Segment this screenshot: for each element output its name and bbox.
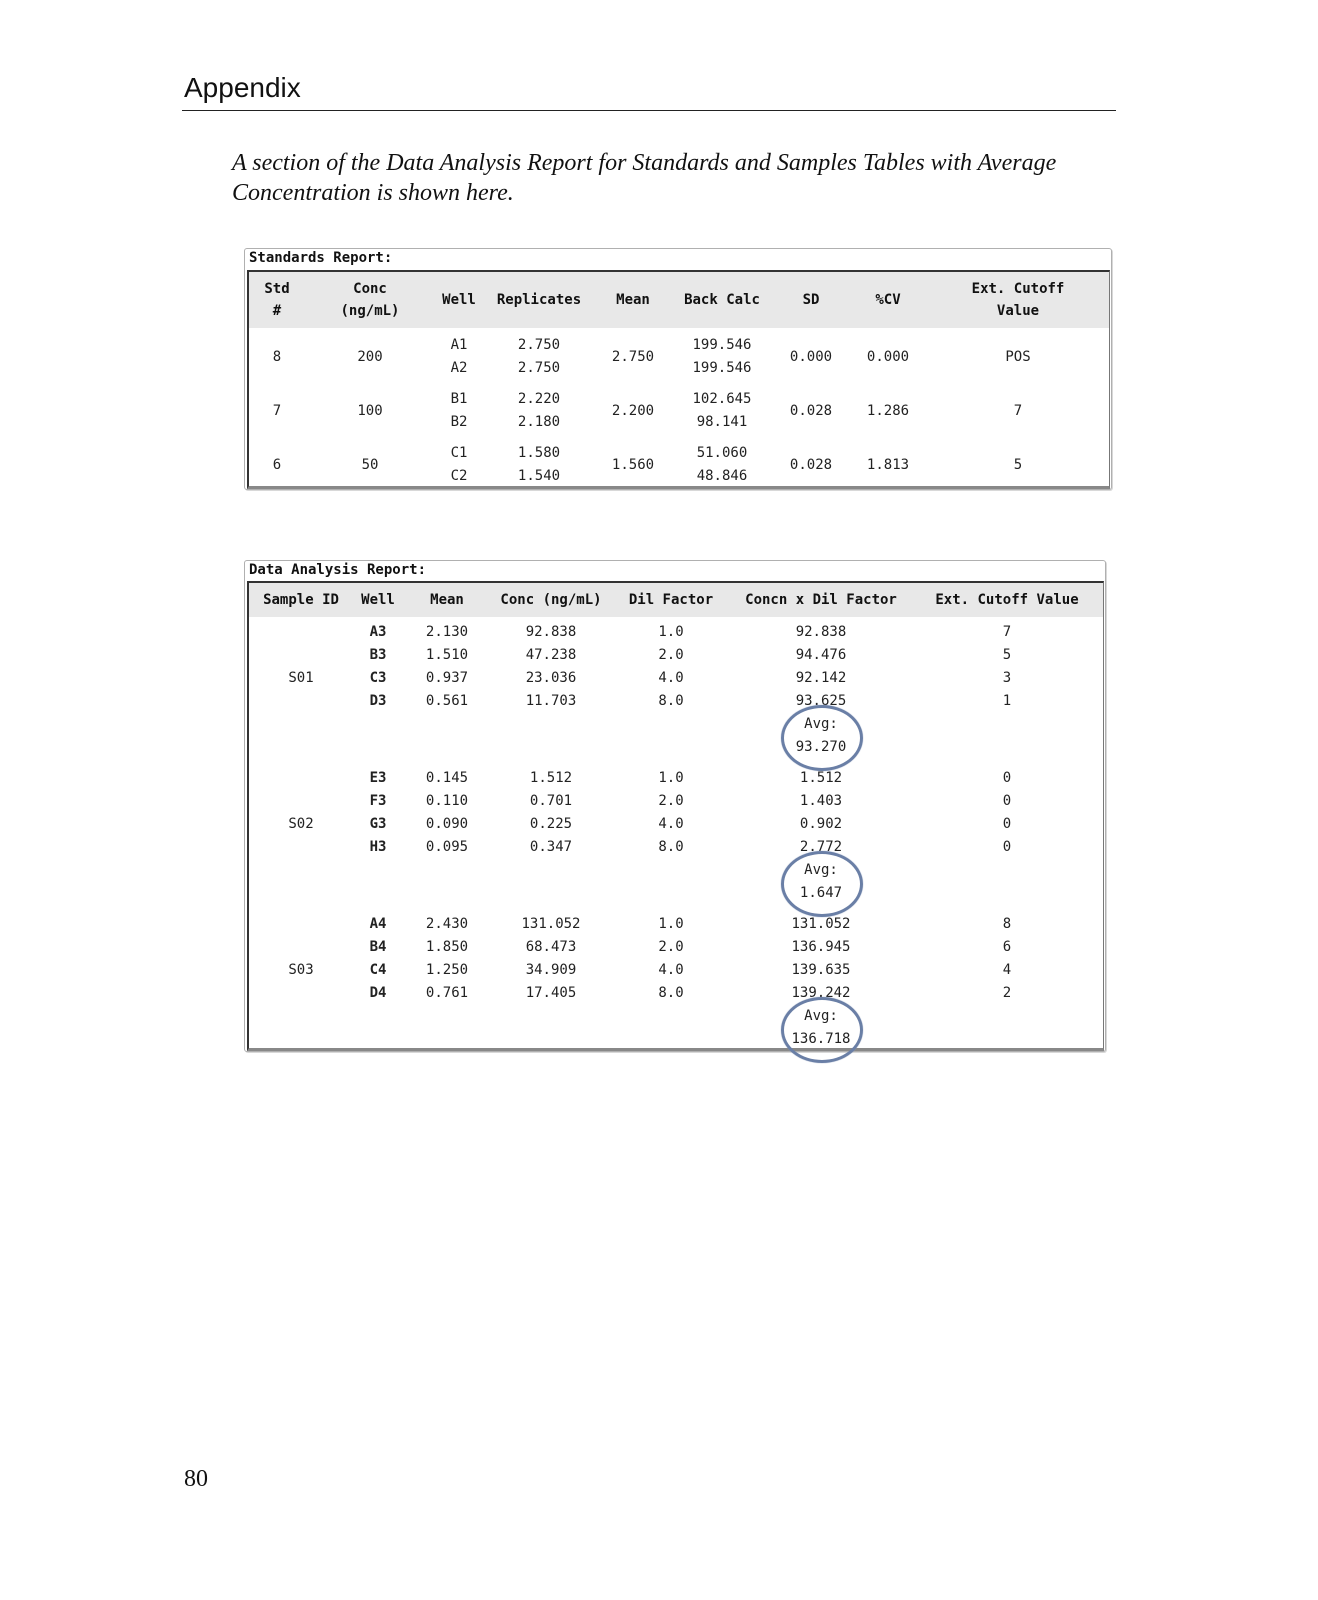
sample-well: D4 <box>369 985 387 1001</box>
sample-mean: 2.430 <box>425 916 469 932</box>
standards-report-panel <box>244 248 1112 490</box>
std-number: 8 <box>272 348 282 365</box>
col-header-std: Std # <box>249 272 305 328</box>
sample-dil: 1.0 <box>658 624 684 640</box>
std-number: 7 <box>272 402 282 419</box>
sample-id: S02 <box>288 816 314 832</box>
std-well: C2 <box>450 468 468 484</box>
sample-conc: 47.238 <box>525 647 577 663</box>
sample-dil: 8.0 <box>658 839 684 855</box>
sample-dil: 8.0 <box>658 985 684 1001</box>
std-sd: 0.028 <box>789 456 833 473</box>
table-row <box>249 388 1109 411</box>
standards-report-frame <box>247 270 1110 489</box>
sample-dil: 1.0 <box>658 770 684 786</box>
sample-cutoff: 7 <box>1002 624 1012 640</box>
avg-label: Avg: <box>804 862 838 878</box>
sample-concn-dil: 2.772 <box>799 839 843 855</box>
sample-concn-dil: 92.838 <box>795 624 847 640</box>
sample-concn-dil: 94.476 <box>795 647 847 663</box>
table-row <box>249 959 1103 982</box>
sample-cutoff: 2 <box>1002 985 1012 1001</box>
sample-well: E3 <box>369 770 387 786</box>
sample-cutoff: 4 <box>1002 962 1012 978</box>
col-header-sd: SD <box>773 272 849 328</box>
sample-conc: 0.225 <box>529 816 573 832</box>
sample-conc: 0.701 <box>529 793 573 809</box>
col-header-conc: Conc (ng/mL) <box>491 583 611 617</box>
sample-well: H3 <box>369 839 387 855</box>
std-replicate: 2.180 <box>517 414 561 430</box>
std-cv: 1.286 <box>866 402 910 419</box>
std-conc: 200 <box>357 348 383 365</box>
std-back-calc: 98.141 <box>696 414 748 430</box>
col-header-concn-dil: Concn x Dil Factor <box>731 583 911 617</box>
sample-dil: 8.0 <box>658 693 684 709</box>
sample-cutoff: 1 <box>1002 693 1012 709</box>
table-row <box>249 836 1103 859</box>
sample-dil: 2.0 <box>658 793 684 809</box>
table-row <box>249 621 1103 644</box>
sample-mean: 0.937 <box>425 670 469 686</box>
page-header-title: Appendix <box>184 72 301 103</box>
sample-well: C4 <box>369 962 387 978</box>
avg-row <box>249 859 1103 882</box>
col-header-cutoff: Ext. Cutoff Value <box>927 272 1109 328</box>
sample-dil: 4.0 <box>658 670 684 686</box>
sample-dil: 1.0 <box>658 916 684 932</box>
std-replicate: 1.540 <box>517 468 561 484</box>
col-header-mean: Mean <box>403 583 491 617</box>
sample-mean: 0.145 <box>425 770 469 786</box>
sample-cutoff: 0 <box>1002 770 1012 786</box>
sample-cutoff: 0 <box>1002 816 1012 832</box>
avg-label: Avg: <box>804 1008 838 1024</box>
avg-cell <box>731 1005 911 1051</box>
sample-well: A3 <box>369 624 387 640</box>
std-cutoff: POS <box>1005 348 1031 365</box>
standards-header-row <box>249 272 1109 328</box>
std-sd: 0.028 <box>789 402 833 419</box>
sample-conc: 92.838 <box>525 624 577 640</box>
std-cutoff: 5 <box>1013 456 1023 473</box>
sample-mean: 1.250 <box>425 962 469 978</box>
sample-id: S01 <box>288 670 314 686</box>
sample-mean: 0.561 <box>425 693 469 709</box>
sample-conc: 17.405 <box>525 985 577 1001</box>
data-analysis-report-frame <box>247 581 1104 1051</box>
std-cutoff: 7 <box>1013 402 1023 419</box>
std-replicate: 2.220 <box>517 391 561 407</box>
sample-mean: 0.110 <box>425 793 469 809</box>
std-back-calc: 102.645 <box>692 391 752 407</box>
std-back-calc: 199.546 <box>692 337 752 353</box>
std-mean: 1.560 <box>611 456 655 473</box>
sample-concn-dil: 136.945 <box>791 939 851 955</box>
sample-well: B3 <box>369 647 387 663</box>
std-back-calc: 199.546 <box>692 360 752 376</box>
col-header-cutoff: Ext. Cutoff Value <box>911 583 1103 617</box>
avg-cell <box>731 713 911 759</box>
standards-table <box>249 272 1109 488</box>
std-replicate: 2.750 <box>517 360 561 376</box>
sample-cutoff: 5 <box>1002 647 1012 663</box>
table-row <box>249 982 1103 1005</box>
col-header-mean: Mean <box>595 272 671 328</box>
data-analysis-header-row <box>249 583 1103 617</box>
std-well: A1 <box>450 337 468 353</box>
avg-row <box>249 1005 1103 1028</box>
std-well: C1 <box>450 445 468 461</box>
col-header-sample-id: Sample ID <box>249 583 353 617</box>
table-row <box>249 767 1103 790</box>
std-back-calc: 48.846 <box>696 468 748 484</box>
sample-cutoff: 0 <box>1002 793 1012 809</box>
sample-dil: 2.0 <box>658 647 684 663</box>
avg-value: 93.270 <box>795 739 847 755</box>
avg-row <box>249 713 1103 736</box>
sample-cutoff: 6 <box>1002 939 1012 955</box>
sample-dil: 2.0 <box>658 939 684 955</box>
std-number: 6 <box>272 456 282 473</box>
std-back-calc: 51.060 <box>696 445 748 461</box>
std-cv: 0.000 <box>866 348 910 365</box>
std-replicate: 2.750 <box>517 337 561 353</box>
sample-cutoff: 3 <box>1002 670 1012 686</box>
sample-conc: 68.473 <box>525 939 577 955</box>
table-row <box>249 334 1109 357</box>
sample-conc: 0.347 <box>529 839 573 855</box>
sample-dil: 4.0 <box>658 962 684 978</box>
col-header-dil-factor: Dil Factor <box>611 583 731 617</box>
sample-well: B4 <box>369 939 387 955</box>
sample-mean: 2.130 <box>425 624 469 640</box>
table-row <box>249 667 1103 690</box>
avg-value: 1.647 <box>799 885 843 901</box>
sample-dil: 4.0 <box>658 816 684 832</box>
sample-well: D3 <box>369 693 387 709</box>
table-row <box>249 790 1103 813</box>
sample-conc: 131.052 <box>521 916 581 932</box>
sample-mean: 1.850 <box>425 939 469 955</box>
table-row <box>249 913 1103 936</box>
std-replicate: 1.580 <box>517 445 561 461</box>
page-number: 80 <box>184 1466 208 1492</box>
sample-concn-dil: 139.635 <box>791 962 851 978</box>
sample-concn-dil: 1.512 <box>799 770 843 786</box>
sample-well: G3 <box>369 816 387 832</box>
sample-well: A4 <box>369 916 387 932</box>
col-header-well: Well <box>353 583 403 617</box>
table-row <box>249 690 1103 713</box>
sample-well: C3 <box>369 670 387 686</box>
data-analysis-report-title: Data Analysis Report: <box>249 562 427 578</box>
sample-conc: 23.036 <box>525 670 577 686</box>
col-header-cv: %CV <box>849 272 927 328</box>
sample-well: F3 <box>369 793 387 809</box>
sample-mean: 0.095 <box>425 839 469 855</box>
sample-concn-dil: 0.902 <box>799 816 843 832</box>
sample-concn-dil: 1.403 <box>799 793 843 809</box>
col-header-replicates: Replicates <box>483 272 595 328</box>
col-header-well: Well <box>435 272 483 328</box>
data-analysis-report-panel <box>244 560 1106 1052</box>
std-well: B2 <box>450 414 468 430</box>
std-well: A2 <box>450 360 468 376</box>
std-well: B1 <box>450 391 468 407</box>
avg-cell <box>731 859 911 905</box>
avg-label: Avg: <box>804 716 838 732</box>
std-mean: 2.750 <box>611 348 655 365</box>
sample-concn-dil: 93.625 <box>795 693 847 709</box>
header-rule <box>182 110 1116 111</box>
std-sd: 0.000 <box>789 348 833 365</box>
std-mean: 2.200 <box>611 402 655 419</box>
std-conc: 100 <box>357 402 383 419</box>
sample-mean: 1.510 <box>425 647 469 663</box>
sample-conc: 34.909 <box>525 962 577 978</box>
sample-concn-dil: 92.142 <box>795 670 847 686</box>
intro-caption: A section of the Data Analysis Report for Standards and Samples Tables with Average Concentration is shown here. <box>232 150 1057 206</box>
data-analysis-table <box>249 583 1103 1051</box>
col-header-back-calc: Back Calc <box>671 272 773 328</box>
table-row <box>249 644 1103 667</box>
sample-mean: 0.090 <box>425 816 469 832</box>
table-row <box>249 442 1109 465</box>
sample-cutoff: 0 <box>1002 839 1012 855</box>
sample-id: S03 <box>288 962 314 978</box>
sample-conc: 1.512 <box>529 770 573 786</box>
table-row <box>249 936 1103 959</box>
sample-conc: 11.703 <box>525 693 577 709</box>
sample-cutoff: 8 <box>1002 916 1012 932</box>
col-header-conc: Conc (ng/mL) <box>305 272 435 328</box>
sample-concn-dil: 131.052 <box>791 916 851 932</box>
sample-concn-dil: 139.242 <box>791 985 851 1001</box>
avg-value: 136.718 <box>791 1031 851 1047</box>
sample-mean: 0.761 <box>425 985 469 1001</box>
standards-report-title: Standards Report: <box>249 250 393 266</box>
std-cv: 1.813 <box>866 456 910 473</box>
std-conc: 50 <box>361 456 379 473</box>
table-row <box>249 813 1103 836</box>
